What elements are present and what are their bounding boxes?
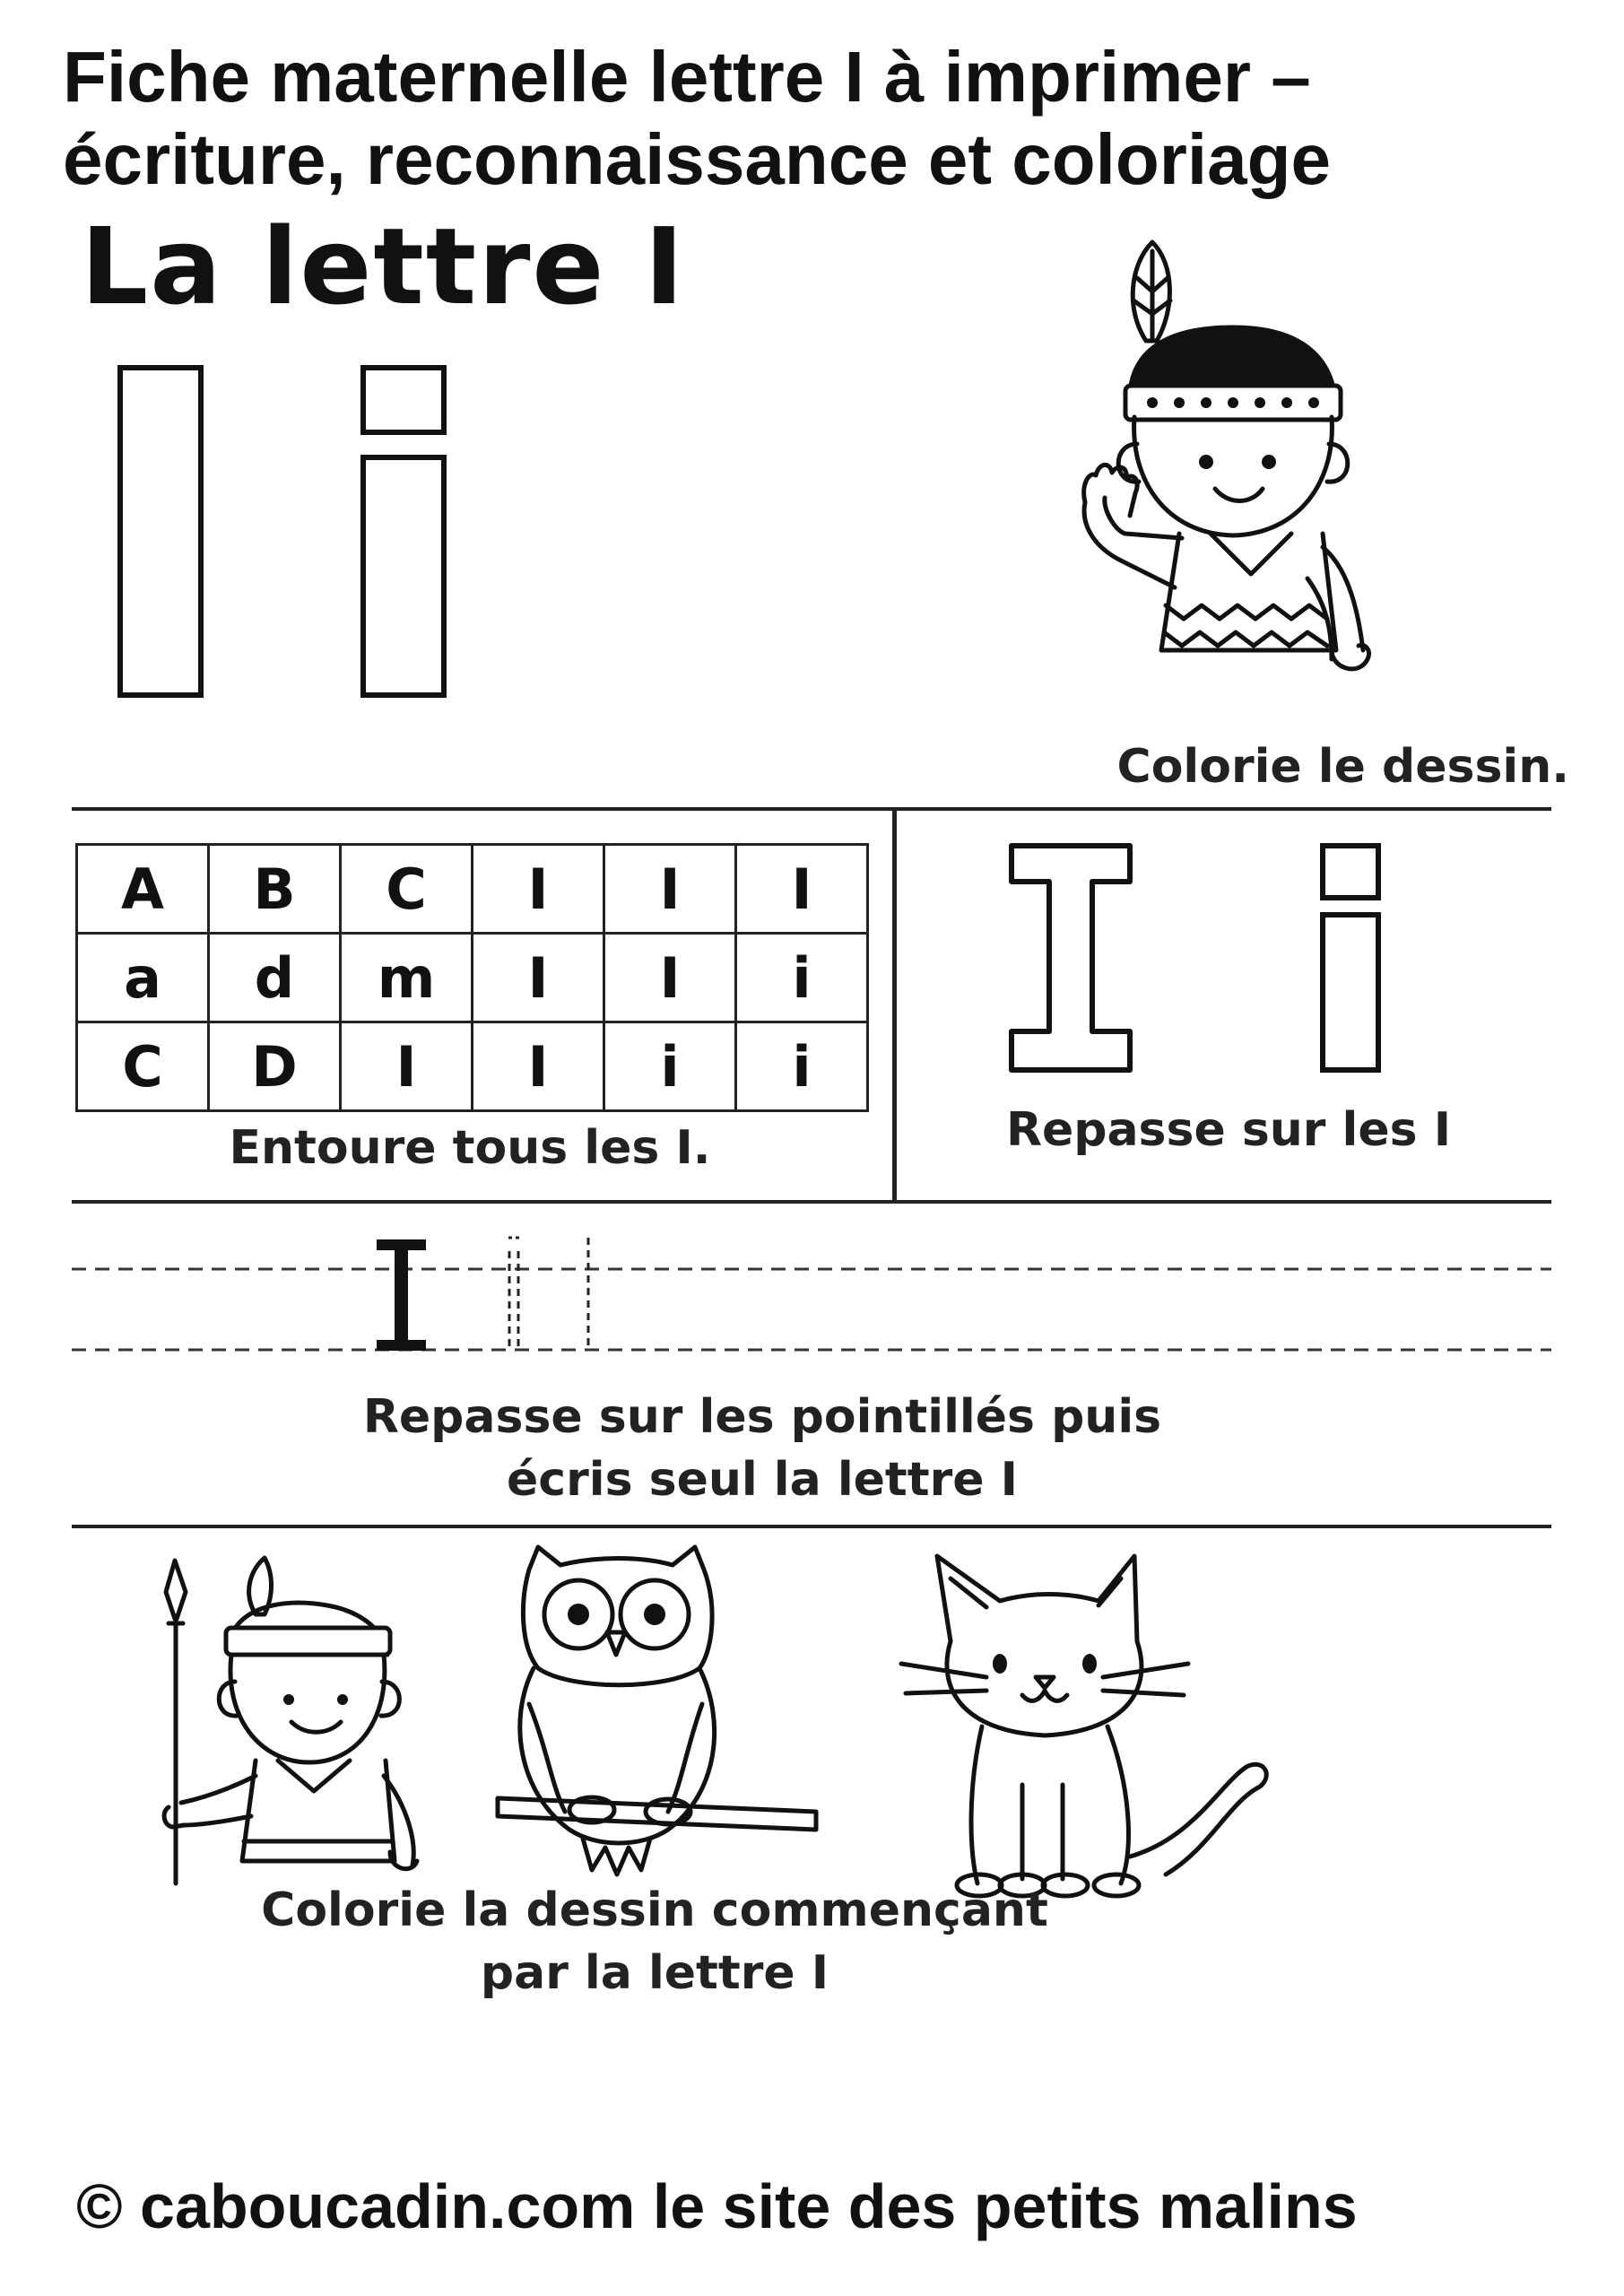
footer-copyright: © caboucadin.com le site des petits malins — [76, 2171, 1358, 2241]
grid-row — [77, 845, 868, 934]
owl-on-branch-illustration[interactable] — [498, 1543, 821, 1892]
trace-letters[interactable] — [1004, 839, 1408, 1081]
grid-cell[interactable]: I — [473, 1022, 604, 1111]
grid-cell[interactable]: i — [604, 1022, 736, 1111]
divider-vertical — [892, 807, 897, 1202]
grid-cell[interactable]: I — [473, 845, 604, 934]
coloring-bottom-caption-line-2: par la lettre I — [480, 1946, 829, 2000]
outline-capital-i — [120, 368, 201, 695]
divider-1 — [72, 807, 1551, 811]
grid-cell[interactable]: I — [604, 845, 736, 934]
grid-cell[interactable]: I — [473, 934, 604, 1022]
header-line-2: écriture, reconnaissance et coloriage — [63, 119, 1331, 199]
divider-3 — [72, 1525, 1551, 1528]
page-header — [63, 36, 1587, 201]
grid-cell[interactable]: I — [604, 934, 736, 1022]
coloring-bottom-caption-line-1: Colorie la dessin commençant — [261, 1883, 1048, 1937]
native-boy-waving-illustration — [1040, 238, 1444, 740]
letter-grid — [75, 843, 869, 1112]
grid-cell[interactable]: I — [341, 1022, 473, 1111]
trace-capital-i — [1012, 846, 1130, 1070]
outline-lowercase-i-stem — [363, 457, 444, 695]
grid-cell[interactable]: d — [209, 934, 341, 1022]
writing-caption-line-2: écris seul la lettre I — [507, 1453, 1018, 1507]
sheet-title: La lettre I — [81, 204, 686, 328]
grid-cell[interactable]: C — [77, 1022, 209, 1111]
cat-illustration[interactable] — [897, 1552, 1273, 1901]
grid-cell[interactable]: i — [736, 934, 868, 1022]
grid-row — [77, 934, 868, 1022]
writing-exercise-caption — [161, 1386, 1363, 1511]
grid-cell[interactable]: i — [736, 1022, 868, 1111]
native-boy-with-spear-illustration[interactable] — [152, 1556, 448, 1888]
model-capital-i — [377, 1239, 426, 1351]
grid-cell[interactable]: A — [77, 845, 209, 934]
circle-exercise-caption: Entoure tous les I. — [229, 1121, 711, 1175]
grid-cell[interactable]: B — [209, 845, 341, 934]
grid-cell[interactable]: I — [736, 845, 868, 934]
coloring-top-caption: Colorie le dessin. — [1116, 740, 1569, 794]
trace-lowercase-i-stem — [1323, 915, 1378, 1070]
grid-row — [77, 1022, 868, 1111]
grid-cell[interactable]: a — [77, 934, 209, 1022]
writing-lines[interactable] — [72, 1229, 1551, 1372]
outline-lowercase-i-dot — [363, 368, 444, 432]
coloring-bottom-caption — [143, 1879, 1166, 2005]
grid-cell[interactable]: m — [341, 934, 473, 1022]
grid-cell[interactable]: D — [209, 1022, 341, 1111]
divider-2 — [72, 1200, 1551, 1204]
trace-lowercase-i-dot — [1323, 846, 1378, 898]
outlined-letters-display — [108, 359, 484, 718]
header-line-1: Fiche maternelle lettre I à imprimer – — [63, 37, 1311, 117]
writing-caption-line-1: Repasse sur les pointillés puis — [362, 1390, 1162, 1444]
trace-exercise-caption: Repasse sur les I — [1005, 1103, 1452, 1157]
grid-cell[interactable]: C — [341, 845, 473, 934]
